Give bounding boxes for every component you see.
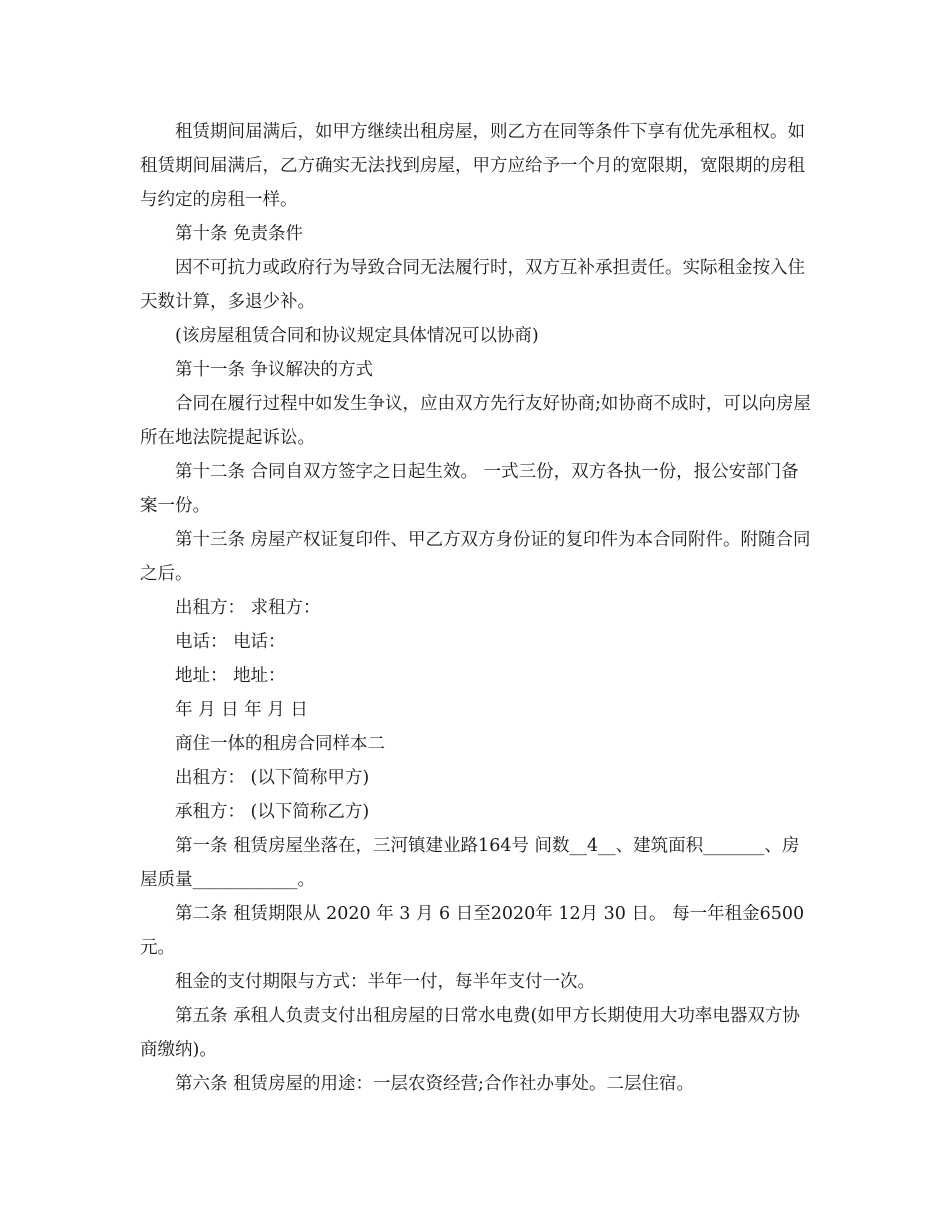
heading-article-10: 第十条 免责条件 xyxy=(175,224,304,244)
signature-phone-line: 电话： 电话： xyxy=(175,632,286,652)
paragraph-force-majeure: 因不可抗力或政府行为导致合同无法履行时，双方互补承担责任。实际租金按入住天数计算，多退少补。 xyxy=(140,258,805,312)
document-body xyxy=(140,115,815,1101)
paragraph-article-6: 第六条 租赁房屋的用途：一层农资经营;合作社办事处。二层住宿。 xyxy=(175,1074,694,1094)
paragraph-payment-terms: 租金的支付期限与方式：半年一付，每半年支付一次。 xyxy=(175,972,595,992)
signature-parties-line: 出租方： 求租方： xyxy=(175,598,321,618)
paragraph-renewal-priority: 租赁期间届满后，如甲方继续出租房屋，则乙方在同等条件下享有优先承租权。如租赁期间届满后，乙方确实无法找到房屋，甲方应给予一个月的宽限期，宽限期的房租与约定的房租一样。 xyxy=(140,122,805,210)
paragraph-article-12: 第十二条 合同自双方签字之日起生效。 一式三份，双方各执一份，报公安部门备案一份。 xyxy=(140,462,799,516)
signature-date-line: 年 月 日 年 月 日 xyxy=(175,700,308,720)
lessor-line: 出租方： (以下简称甲方) xyxy=(175,768,370,788)
lessee-line: 承租方： (以下简称乙方) xyxy=(175,802,370,822)
paragraph-negotiation-note: (该房屋租赁合同和协议规定具体情况可以协商) xyxy=(175,326,539,346)
heading-article-11: 第十一条 争议解决的方式 xyxy=(175,360,374,380)
paragraph-article-2: 第二条 租赁期限从 2020 年 3 月 6 日至2020年 12月 30 日。 每一年租金6500元。 xyxy=(140,904,805,958)
paragraph-dispute-resolution: 合同在履行过程中如发生争议，应由双方先行友好协商;如协商不成时，可以向房屋所在地法院提起诉讼。 xyxy=(140,394,811,448)
signature-address-line: 地址： 地址： xyxy=(175,666,286,686)
paragraph-article-13: 第十三条 房屋产权证复印件、甲乙方双方身份证的复印件为本合同附件。附随合同之后。 xyxy=(140,530,811,584)
section-title-sample-two: 商住一体的租房合同样本二 xyxy=(175,734,385,754)
paragraph-article-5: 第五条 承租人负责支付出租房屋的日常水电费(如甲方长期使用大功率电器双方协商缴纳)。 xyxy=(140,1006,800,1060)
paragraph-article-1: 第一条 租赁房屋坐落在，三河镇建业路164号 间数__4__、建筑面积_______、房屋质量____________。 xyxy=(140,836,800,890)
